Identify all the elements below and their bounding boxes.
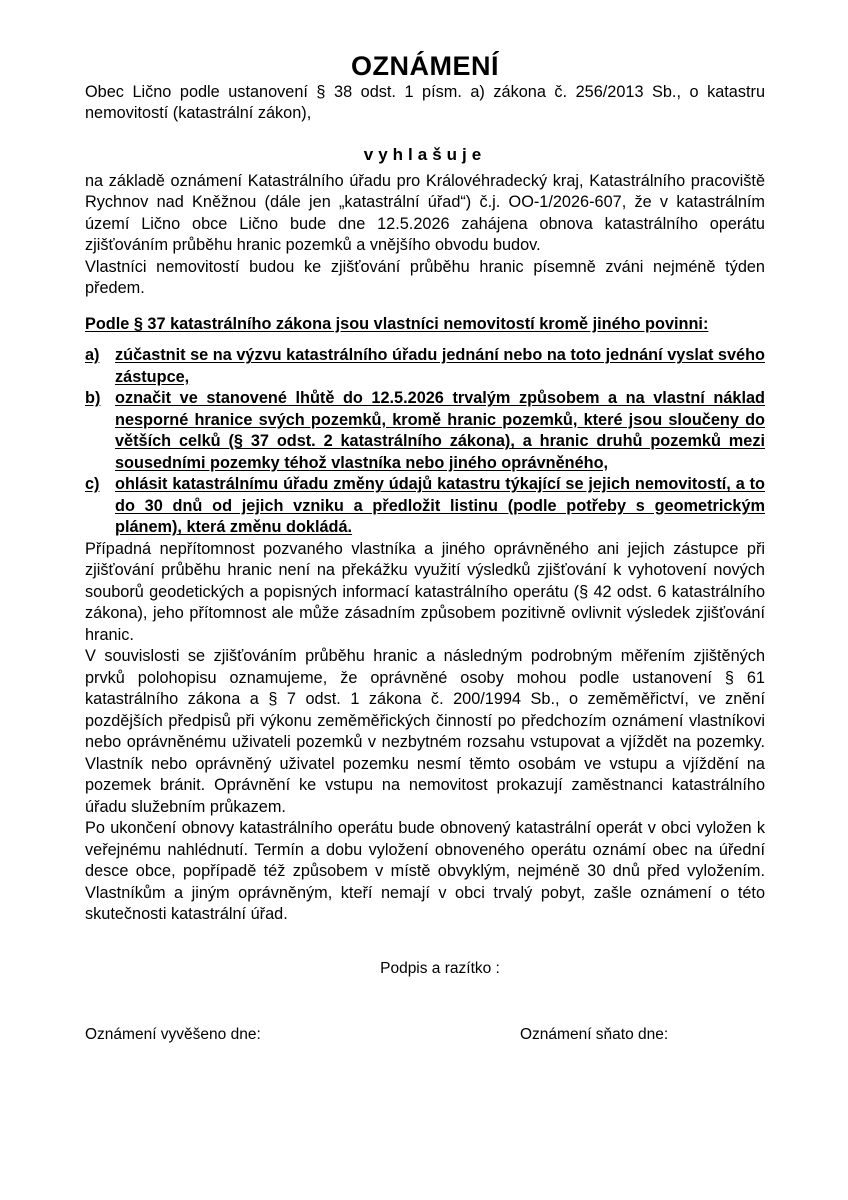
list-item	[85, 474, 765, 539]
posted-on-label: Oznámení vyvěšeno dne:	[85, 1025, 261, 1043]
list-item-text: ohlásit katastrálnímu úřadu změny údajů katastru týkající se jejich nemovitostí, a to do 30 dnů od jejich vzniku a předložit listinu (podle potřeby s geometrickým plánem), která změnu dokládá.	[115, 475, 765, 537]
announcement-paragraph: na základě oznámení Katastrálního úřadu pro Královéhradecký kraj, Katastrálního pracoviště Rychnov nad Kněžnou (dále jen „katastrální úřad“) č.j. OO-1/2026-607, že v katastrálním území Lično obce Lično bude dne 12.5.2026 zahájena obnova katastrálního operátu zjišťováním průběhu hranic pozemků a vnějšího obvodu budov.	[85, 171, 765, 255]
duties-heading: Podle § 37 katastrálního zákona jsou vlastníci nemovitostí kromě jiného povinni:	[85, 314, 709, 333]
list-item	[85, 388, 765, 474]
absence-paragraph: Případná nepřítomnost pozvaného vlastníka a jiného oprávněného ani jejich zástupce při zjišťování průběhu hranic není na překážku využití výsledků zjišťování k vyhotovení nových souborů geodetických a popisných informací katastrálního operátu (§ 42 odst. 6 katastrálního zákona), jeho přítomnost ale může zásadním způsobem pozitivně ovlivnit výsledek zjišťování hranic.	[85, 539, 765, 644]
removed-on-label: Oznámení sňato dne:	[520, 1025, 669, 1043]
list-item-text: zúčastnit se na výzvu katastrálního úřadu jednání nebo na toto jednání vyslat svého zástupce,	[115, 346, 765, 386]
list-item	[85, 345, 765, 388]
duties-list	[85, 335, 765, 539]
intro-paragraph: Obec Lično podle ustanovení § 38 odst. 1 písm. a) zákona č. 256/2013 Sb., o katastru nemovitostí (katastrální zákon),	[85, 82, 765, 123]
list-item-marker: b)	[85, 389, 101, 408]
public-inspection-paragraph: Po ukončení obnovy katastrálního operátu bude obnovený katastrální operát v obci vyložen k veřejnému nahlédnutí. Termín a dobu vyložení obnoveného operátu oznámí obec na úřední desce obce, popřípadě též způsobem v místě obvyklým, nejméně 30 dnů před vyložením. Vlastníkům a jiným oprávněným, kteří nemají v obci trvalý pobyt, zašle oznámení o této skutečnosti katastrální úřad.	[85, 819, 765, 924]
signature-label: Podpis a razítko :	[380, 959, 500, 977]
list-item-marker: c)	[85, 475, 100, 494]
access-rights-paragraph: V souvislosti se zjišťováním průběhu hranic a následným podrobným měřením zjištěných prvků polohopisu oznamujeme, že oprávněné osoby mohou podle ustanovení § 61 katastrálního zákona a § 7 odst. 1 zákona č. 200/1994 Sb., o zeměměřictví, ve znění pozdějších předpisů při výkonu zeměměřických činností po předchozím oznámení vlastníkovi nebo oprávněnému uživateli pozemků v nezbytném rozsahu vstupovat a vjíždět na pozemky. Vlastník nebo oprávněný uživatel pozemku nesmí těmto osobám ve vstupu a vjíždění na pozemek bránit. Oprávnění ke vstupu na nemovitost prokazují zaměstnanci katastrálního úřadu služebním průkazem.	[85, 647, 765, 816]
list-item-marker: a)	[85, 346, 100, 365]
owners-invitation-paragraph: Vlastníci nemovitostí budou ke zjišťování průběhu hranic písemně zváni nejméně týden předem.	[85, 257, 765, 298]
list-item-text: označit ve stanovené lhůtě do 12.5.2026 trvalým způsobem a na vlastní náklad nesporné hranice svých pozemků, kromě hranic pozemků, které jsou sloučeny do větších celků (§ 37 odst. 2 katastrálního zákona), a hranic druhů pozemků mezi sousedními pozemky téhož vlastníka nebo jiného oprávněného,	[115, 389, 765, 472]
declares-heading: vyhlašuje	[363, 144, 487, 164]
page-title: OZNÁMENÍ	[351, 51, 499, 81]
posting-dates-row	[85, 978, 765, 1044]
document-body	[85, 0, 765, 1044]
